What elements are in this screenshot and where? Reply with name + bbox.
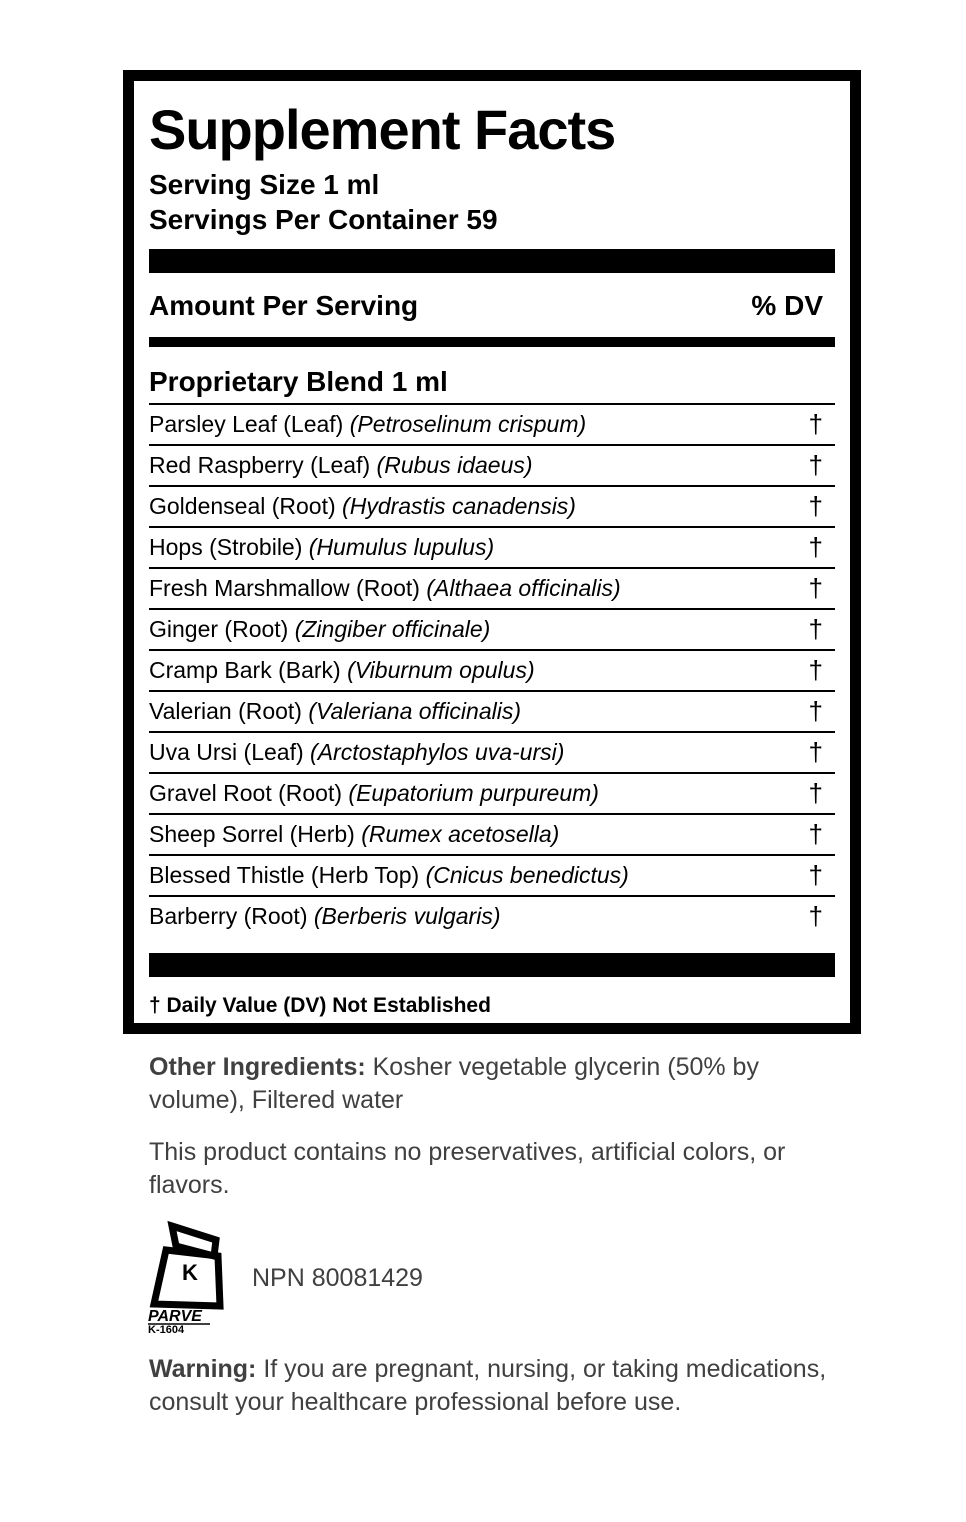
ingredient-latin: (Zingiber officinale) [294, 616, 491, 642]
dv-dagger: † [808, 532, 823, 562]
ingredient-latin: (Rubus idaeus) [376, 452, 533, 478]
dv-dagger: † [808, 614, 823, 644]
amount-header-row [149, 286, 835, 326]
ingredient-latin: (Rumex acetosella) [361, 821, 560, 847]
dv-dagger: † [808, 737, 823, 767]
dv-dagger: † [808, 491, 823, 521]
ingredient-name: Ginger (Root) [149, 616, 295, 642]
warning-label: Warning: [149, 1355, 257, 1383]
ingredient-row [149, 813, 835, 854]
dv-dagger: † [808, 819, 823, 849]
other-ingredients-text: Kosher vegetable glycerin (50% by volume), Filtered water [149, 1053, 759, 1114]
ingredient-name: Blessed Thistle (Herb Top) [149, 862, 426, 888]
other-ingredients-label: Other Ingredients: [149, 1053, 366, 1081]
ingredient-latin: (Hydrastis canadensis) [342, 493, 576, 519]
other-ingredients [149, 1051, 839, 1117]
ingredient-latin: (Petroselinum crispum) [349, 411, 587, 437]
ingredient-name: Red Raspberry (Leaf) [149, 452, 377, 478]
ingredient-latin: (Althaea officinalis) [426, 575, 621, 601]
kosher-parve-logo [146, 1218, 226, 1334]
ingredient-latin: (Cnicus benedictus) [425, 862, 629, 888]
ingredient-list [149, 403, 835, 936]
ingredient-row [149, 444, 835, 485]
ingredient-row [149, 567, 835, 608]
ingredient-latin: (Berberis vulgaris) [313, 903, 501, 929]
kosher-parve-label: PARVE [148, 1308, 202, 1325]
amount-per-serving-label: Amount Per Serving [149, 290, 419, 321]
ingredient-row [149, 649, 835, 690]
kosher-code: K-1604 [148, 1324, 185, 1334]
ingredient-row [149, 690, 835, 731]
dv-dagger: † [808, 573, 823, 603]
ingredient-name: Goldenseal (Root) [149, 493, 343, 519]
warning-statement [149, 1353, 839, 1419]
dv-dagger: † [808, 778, 823, 808]
divider-medium [149, 337, 835, 347]
ingredient-latin: (Viburnum opulus) [347, 657, 535, 683]
kosher-letter: K [182, 1260, 198, 1285]
dv-dagger: † [808, 450, 823, 480]
panel-title: Supplement Facts [149, 98, 616, 161]
ingredient-row [149, 403, 835, 444]
ingredient-latin: (Humulus lupulus) [308, 534, 495, 560]
proprietary-blend: Proprietary Blend 1 ml [149, 366, 448, 397]
dv-dagger: † [808, 696, 823, 726]
ingredient-row [149, 485, 835, 526]
ingredient-name: Gravel Root (Root) [149, 780, 349, 806]
ingredient-name: Hops (Strobile) [149, 534, 309, 560]
servings-per-container: Servings Per Container 59 [149, 204, 498, 235]
warning-text: If you are pregnant, nursing, or taking medications, consult your healthcare professional before use. [149, 1355, 827, 1416]
no-additives-statement: This product contains no preservatives, artificial colors, or flavors. [149, 1138, 786, 1199]
dv-header: % DV [751, 290, 823, 321]
divider-thick-bottom [149, 953, 835, 977]
ingredient-row [149, 895, 835, 936]
divider-thick [149, 249, 835, 273]
ingredient-row [149, 854, 835, 895]
ingredient-row [149, 731, 835, 772]
dv-footnote: † Daily Value (DV) Not Established [149, 994, 491, 1017]
ingredient-name: Fresh Marshmallow (Root) [149, 575, 427, 601]
dv-dagger: † [808, 901, 823, 931]
ingredient-name: Cramp Bark (Bark) [149, 657, 348, 683]
ingredient-latin: (Eupatorium purpureum) [348, 780, 599, 806]
ingredient-row [149, 772, 835, 813]
ingredient-latin: (Valeriana officinalis) [308, 698, 522, 724]
ingredient-row [149, 526, 835, 567]
ingredient-name: Uva Ursi (Leaf) [149, 739, 311, 765]
dv-dagger: † [808, 655, 823, 685]
npn-number: NPN 80081429 [252, 1264, 423, 1292]
ingredient-latin: (Arctostaphylos uva-ursi) [310, 739, 565, 765]
ingredient-name: Barberry (Root) [149, 903, 314, 929]
dv-dagger: † [808, 409, 823, 439]
ingredient-name: Parsley Leaf (Leaf) [149, 411, 350, 437]
serving-size: Serving Size 1 ml [149, 169, 380, 200]
ingredient-name: Valerian (Root) [149, 698, 309, 724]
ingredient-row [149, 608, 835, 649]
dv-dagger: † [808, 860, 823, 890]
ingredient-name: Sheep Sorrel (Herb) [149, 821, 362, 847]
supplement-facts-panel [123, 70, 861, 1034]
